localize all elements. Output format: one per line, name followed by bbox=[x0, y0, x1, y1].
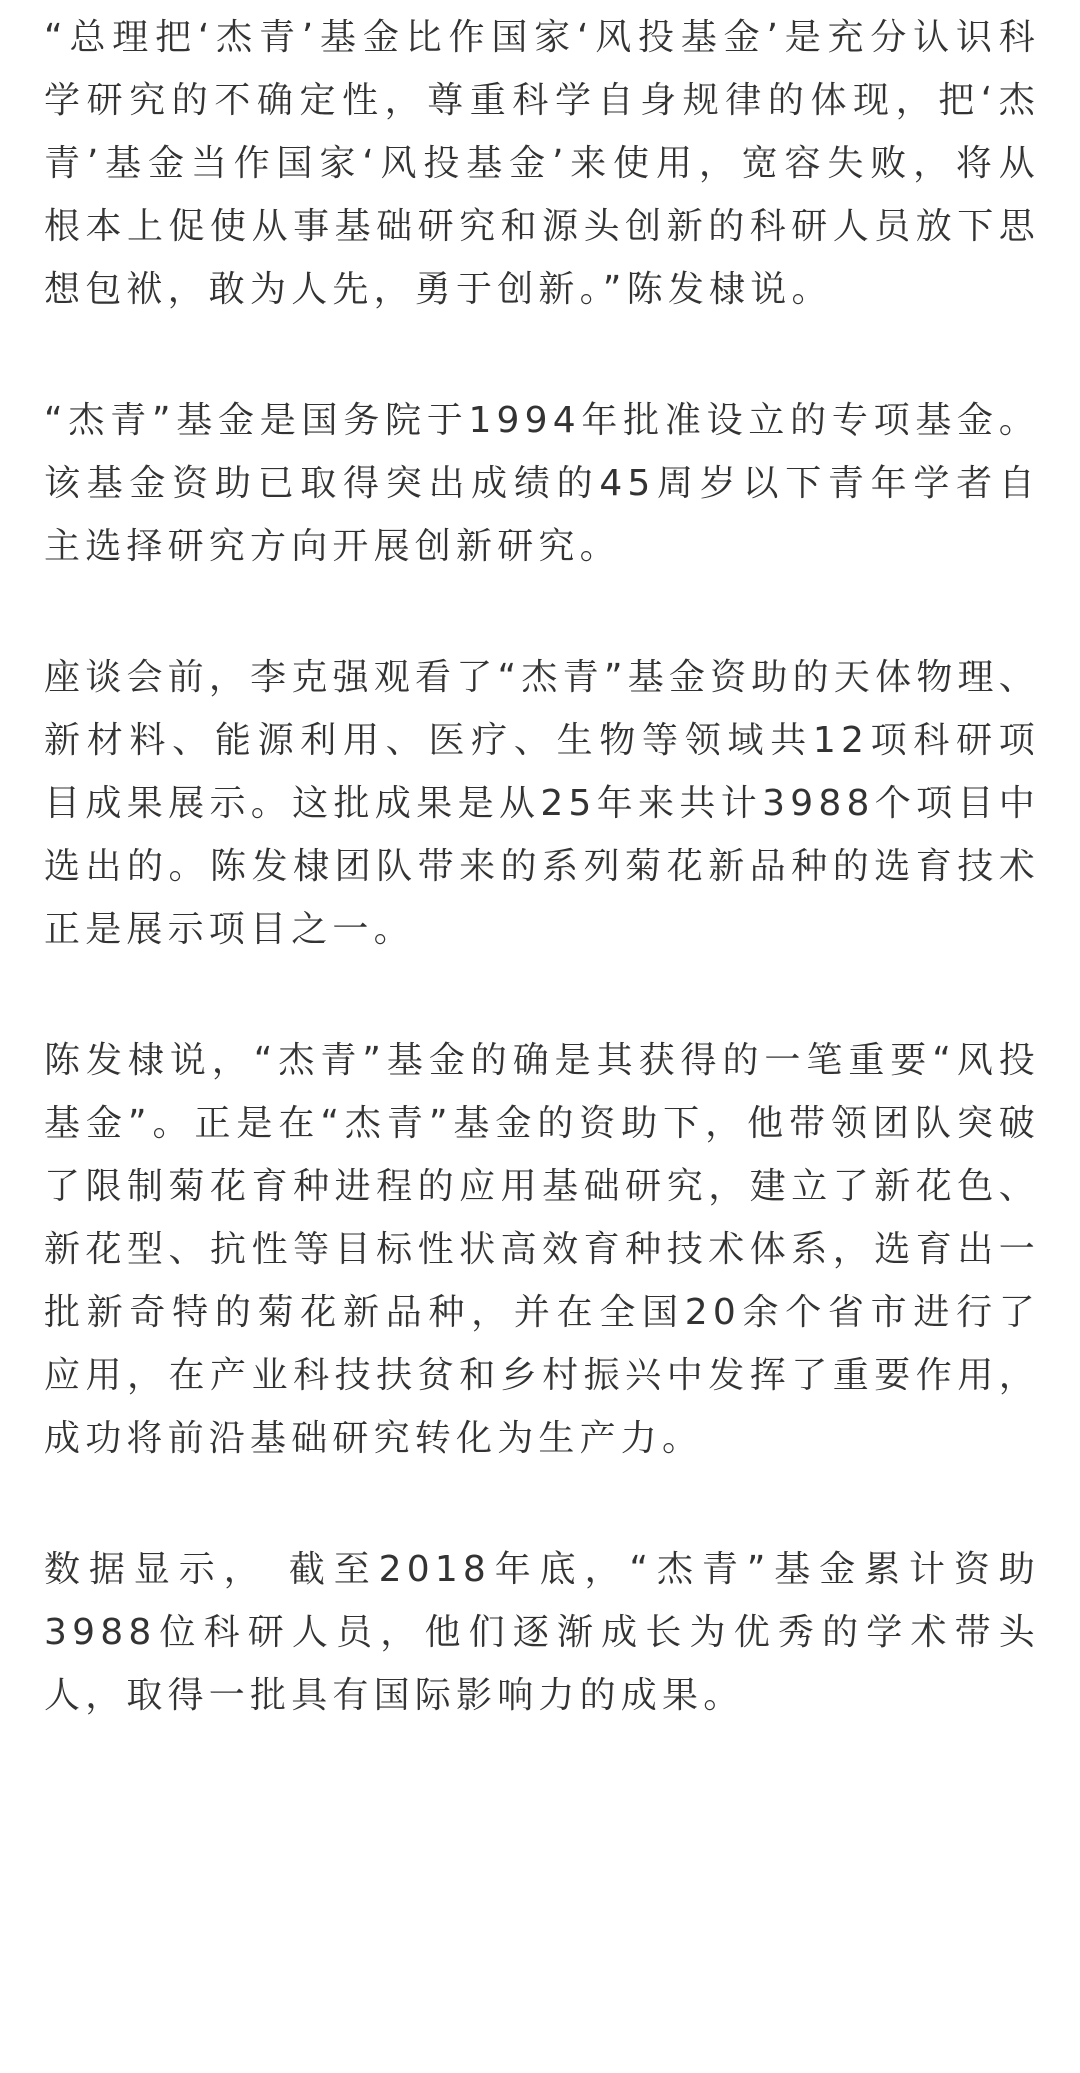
paragraph-venture-fund-quote: “总理把‘杰青’基金比作国家‘风投基金’是充分认识科学研究的不确定性，尊重科学自身规律的体现，把‘杰青’基金当作国家‘风投基金’来使用，宽容失败，将从根本上促使从事基础研究和源头创新的科研人员放下思想包袱，敢为人先，勇于创新。”陈发棣说。 bbox=[44, 17, 1040, 310]
paragraph-project-exhibition: 座谈会前，李克强观看了“杰青”基金资助的天体物理、新材料、能源利用、医疗、生物等领域共12项科研项目成果展示。这批成果是从25年来共计3988个项目中选出的。陈发棣团队带来的系列菊花新品种的选育技术正是展示项目之一。 bbox=[44, 657, 1040, 950]
paragraph-fund-introduction: “杰青”基金是国务院于1994年批准设立的专项基金。该基金资助已取得突出成绩的45周岁以下青年学者自主选择研究方向开展创新研究。 bbox=[44, 400, 1040, 567]
paragraph-funding-statistics: 数据显示， 截至2018年底，“杰青”基金累计资助3988位科研人员，他们逐渐成长为优秀的学术带头人，取得一批具有国际影响力的成果。 bbox=[44, 1549, 1040, 1716]
paragraph-chrysanthemum-research: 陈发棣说，“杰青”基金的确是其获得的一笔重要“风投基金”。正是在“杰青”基金的资助下，他带领团队突破了限制菊花育种进程的应用基础研究，建立了新花色、新花型、抗性等目标性状高效育种技术体系，选育出一批新奇特的菊花新品种，并在全国20余个省市进行了应用，在产业科技扶贫和乡村振兴中发挥了重要作用，成功将前沿基础研究转化为生产力。 bbox=[44, 1040, 1040, 1459]
